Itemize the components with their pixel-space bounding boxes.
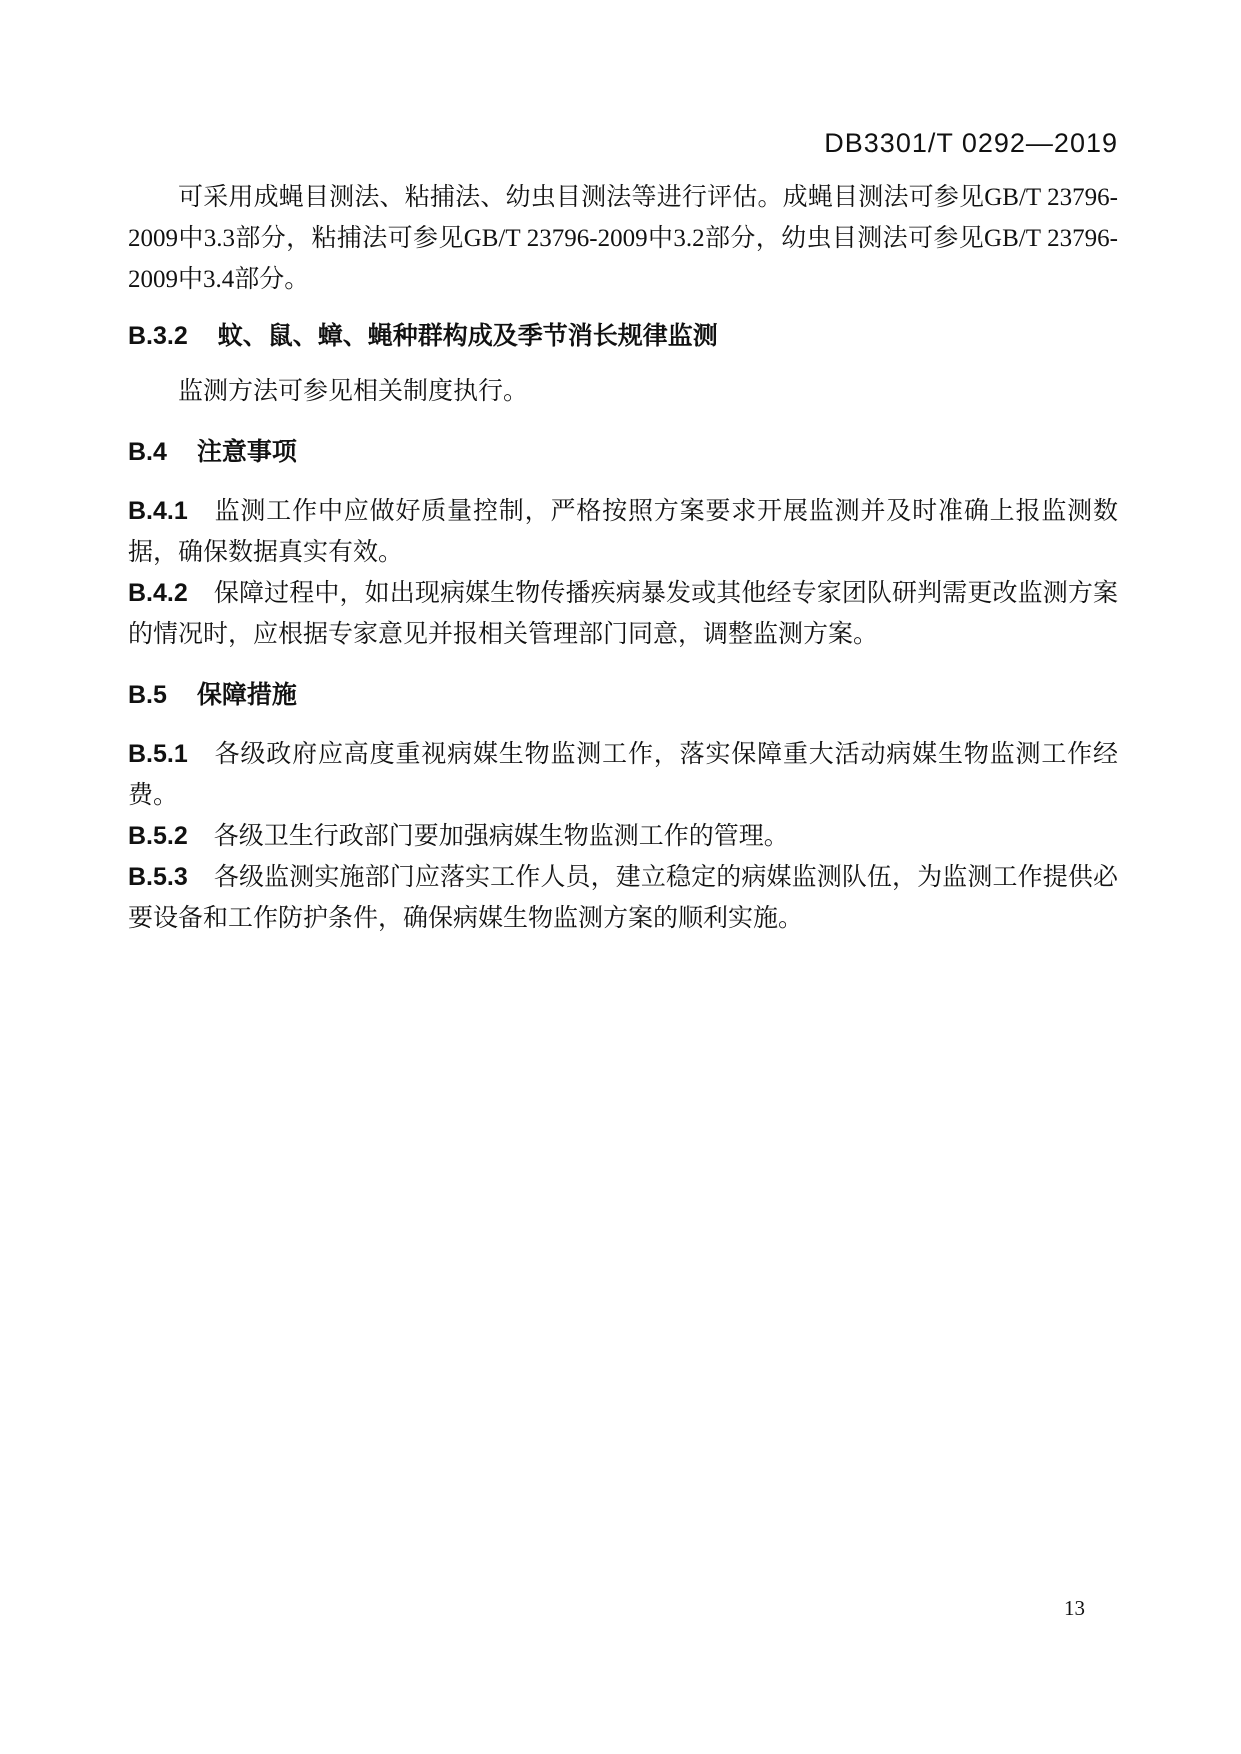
standard-number: DB3301/T 0292—2019 (824, 128, 1118, 158)
clause-b52 (128, 816, 1118, 857)
page-header (0, 128, 1241, 159)
heading-number: B.5 (128, 681, 167, 709)
clause-number: B.5.1 (128, 740, 188, 768)
heading-title: 保障措施 (196, 681, 297, 709)
clause-b42 (128, 573, 1118, 655)
clause-b41 (128, 491, 1118, 573)
clause-text: 各级监测实施部门应落实工作人员，建立稳定的病媒监测队伍，为监测工作提供必要设备和工作防护条件，确保病媒生物监测方案的顺利实施。 (128, 864, 1118, 932)
heading-b5 (128, 675, 1118, 716)
heading-number: B.4 (128, 438, 167, 466)
clause-text: 监测工作中应做好质量控制，严格按照方案要求开展监测并及时准确上报监测数据，确保数据真实有效。 (128, 498, 1118, 566)
heading-b32 (128, 316, 1118, 357)
paragraph-b32-body: 监测方法可参见相关制度执行。 (178, 378, 529, 405)
clause-b51 (128, 734, 1118, 816)
heading-title: 注意事项 (196, 438, 297, 466)
clause-b53 (128, 857, 1118, 939)
clause-text: 各级卫生行政部门要加强病媒生物监测工作的管理。 (213, 823, 789, 850)
page-number: 13 (1064, 1596, 1085, 1620)
heading-title: 蚊、鼠、蟑、蝇种群构成及季节消长规律监测 (217, 322, 718, 350)
clause-number: B.5.3 (128, 863, 188, 891)
document-body (0, 177, 1241, 939)
heading-number: B.3.2 (128, 322, 188, 350)
clause-text: 各级政府应高度重视病媒生物监测工作，落实保障重大活动病媒生物监测工作经费。 (128, 741, 1118, 809)
clause-number: B.5.2 (128, 822, 188, 850)
paragraph-fly-evaluation: 可采用成蝇目测法、粘捕法、幼虫目测法等进行评估。成蝇目测法可参见GB/T 23796-2009中3.3部分，粘捕法可参见GB/T 23796-2009中3.2部分，幼虫目测法可参见GB/T 23796-2009中3.4部分。 (128, 184, 1118, 293)
heading-b4 (128, 432, 1118, 473)
clause-text: 保障过程中，如出现病媒生物传播疾病暴发或其他经专家团队研判需更改监测方案的情况时，应根据专家意见并报相关管理部门同意，调整监测方案。 (128, 580, 1118, 648)
clause-number: B.4.2 (128, 579, 188, 607)
clause-number: B.4.1 (128, 497, 188, 525)
